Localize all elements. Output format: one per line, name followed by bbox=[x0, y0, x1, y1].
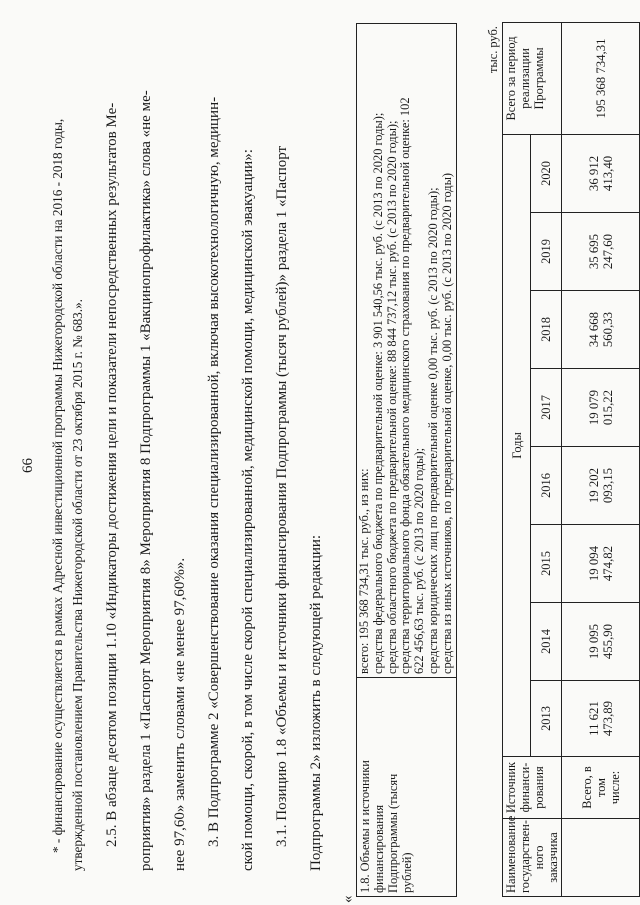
header-customer-line: ного заказчика bbox=[532, 832, 560, 883]
value-cell: 36 912 413,40 bbox=[562, 134, 640, 212]
header-customer bbox=[503, 815, 562, 897]
position-label-cell bbox=[357, 678, 457, 897]
page-number: 66 bbox=[20, 458, 36, 473]
year-header: 2014 bbox=[531, 603, 562, 681]
funding-line: средства из иных источников, по предварительной оценке, 0,00 тыс. руб. (с 2013 по 2020 годы) bbox=[439, 172, 454, 674]
header-total-line: Программы bbox=[532, 47, 546, 110]
header-total bbox=[503, 22, 562, 134]
funding-line: всего: 195 368 734,31 тыс. руб., из них: bbox=[357, 468, 371, 674]
para-2-5-line-3: нее 97,60» заменить словами «не менее 97,60%». bbox=[172, 557, 188, 871]
customer-cell bbox=[562, 819, 640, 897]
funding-line: средства областного бюджета по предварительной оценке: 88 844 737,12 тыс. руб. (с 2013 по 2020 годы); bbox=[384, 120, 399, 674]
value-cell: 11 621 473,89 bbox=[562, 681, 640, 757]
para-3-1-line-1: 3.1. Позицию 1.8 «Объемы и источники финансирования Подпрограммы (тысяч рублей)» раздела 1 «Паспорт bbox=[274, 145, 290, 847]
para-2-5-line-1: 2.5. В абзаце десятом позиции 1.10 «Индикаторы достижения цели и показатели непосредственных результатов Ме- bbox=[104, 102, 120, 847]
position-label-line: финансирования bbox=[372, 804, 386, 893]
value-cell: 19 095 455,90 bbox=[562, 603, 640, 681]
header-source-line: рования bbox=[532, 766, 546, 809]
position-label-line: рублей) bbox=[400, 852, 414, 893]
value-cell: 19 079 015,22 bbox=[562, 369, 640, 447]
year-header: 2017 bbox=[531, 369, 562, 447]
funding-line: средства федерального бюджета по предварительной оценке: 3 901 540,56 тыс. руб. (с 2013 по 2020 годы); bbox=[370, 112, 385, 674]
position-label-line: 1.8. Объемы и источники bbox=[358, 760, 372, 893]
position-1-8-table bbox=[356, 23, 457, 897]
position-label-line: Подпрограммы (тысяч bbox=[386, 773, 400, 893]
unit-label: тыс. руб. bbox=[486, 26, 500, 73]
value-cell: 35 695 247,60 bbox=[562, 213, 640, 291]
funding-line: средства территориального фонда обязательного медицинского страхования по предварительной оценке: 102 bbox=[398, 97, 413, 674]
para-3-1-line-2: Подпрограммы 2» изложить в следующей редакции: bbox=[308, 534, 324, 871]
year-header: 2019 bbox=[531, 213, 562, 291]
header-years: Годы bbox=[503, 134, 531, 756]
row-label-line: Всего, в bbox=[579, 766, 594, 809]
para-3-line-1: 3. В Подпрограмме 2 «Совершенствование оказания специализированной, включая высокотехнологичную, медицин- bbox=[206, 96, 222, 847]
year-header: 2015 bbox=[531, 525, 562, 603]
header-customer-line: Наименование bbox=[504, 815, 518, 893]
header-source-line: финанси- bbox=[518, 762, 532, 813]
year-header: 2013 bbox=[531, 681, 562, 757]
para-2-5-line-2: роприятия» раздела 1 «Паспорт Мероприятия 8» Мероприятия 8 Подпрограммы 1 «Вакцинопрофилактика» слова «не ме- bbox=[138, 90, 154, 871]
header-source bbox=[503, 757, 562, 819]
year-header: 2018 bbox=[531, 291, 562, 369]
footnote-line-2: утвержденной постановлением Правительства Нижегородской области от 23 октября 2015 г. № 683.». bbox=[70, 299, 85, 871]
header-total-line: Всего за период bbox=[504, 36, 518, 121]
value-cell: 19 202 093,15 bbox=[562, 447, 640, 525]
funding-line: 622 456,63 тыс. руб. (с 2013 по 2020 годы); bbox=[412, 447, 427, 674]
footnote-line-1: * - финансирование осуществляется в рамках Адресной инвестиционной программы Нижегородской области на 2016 - 2018 годы, bbox=[50, 118, 65, 853]
position-body-cell bbox=[357, 24, 457, 678]
funding-line: средства юридических лиц по предварительной оценке 0,00 тыс. руб. (с 2013 по 2020 годы); bbox=[425, 187, 440, 674]
finance-table bbox=[502, 22, 640, 897]
header-total-line: реализации bbox=[518, 48, 532, 109]
value-cell: 19 094 474,82 bbox=[562, 525, 640, 603]
row-label-line: том числе: bbox=[593, 770, 622, 805]
value-cell: 34 668 560,33 bbox=[562, 291, 640, 369]
header-customer-line: государствен- bbox=[518, 820, 532, 893]
para-3-line-2: ской помощи, скорой, в том числе скорой специализированной, медицинской помощи, медицинской эвакуации»: bbox=[240, 149, 256, 871]
year-header: 2020 bbox=[531, 134, 562, 212]
row-label-cell bbox=[562, 757, 640, 819]
header-source-line: Источник bbox=[504, 761, 518, 814]
year-header: 2016 bbox=[531, 447, 562, 525]
table-row bbox=[562, 22, 640, 896]
open-quote: « bbox=[340, 895, 356, 903]
total-cell: 195 368 734,31 bbox=[562, 22, 640, 134]
